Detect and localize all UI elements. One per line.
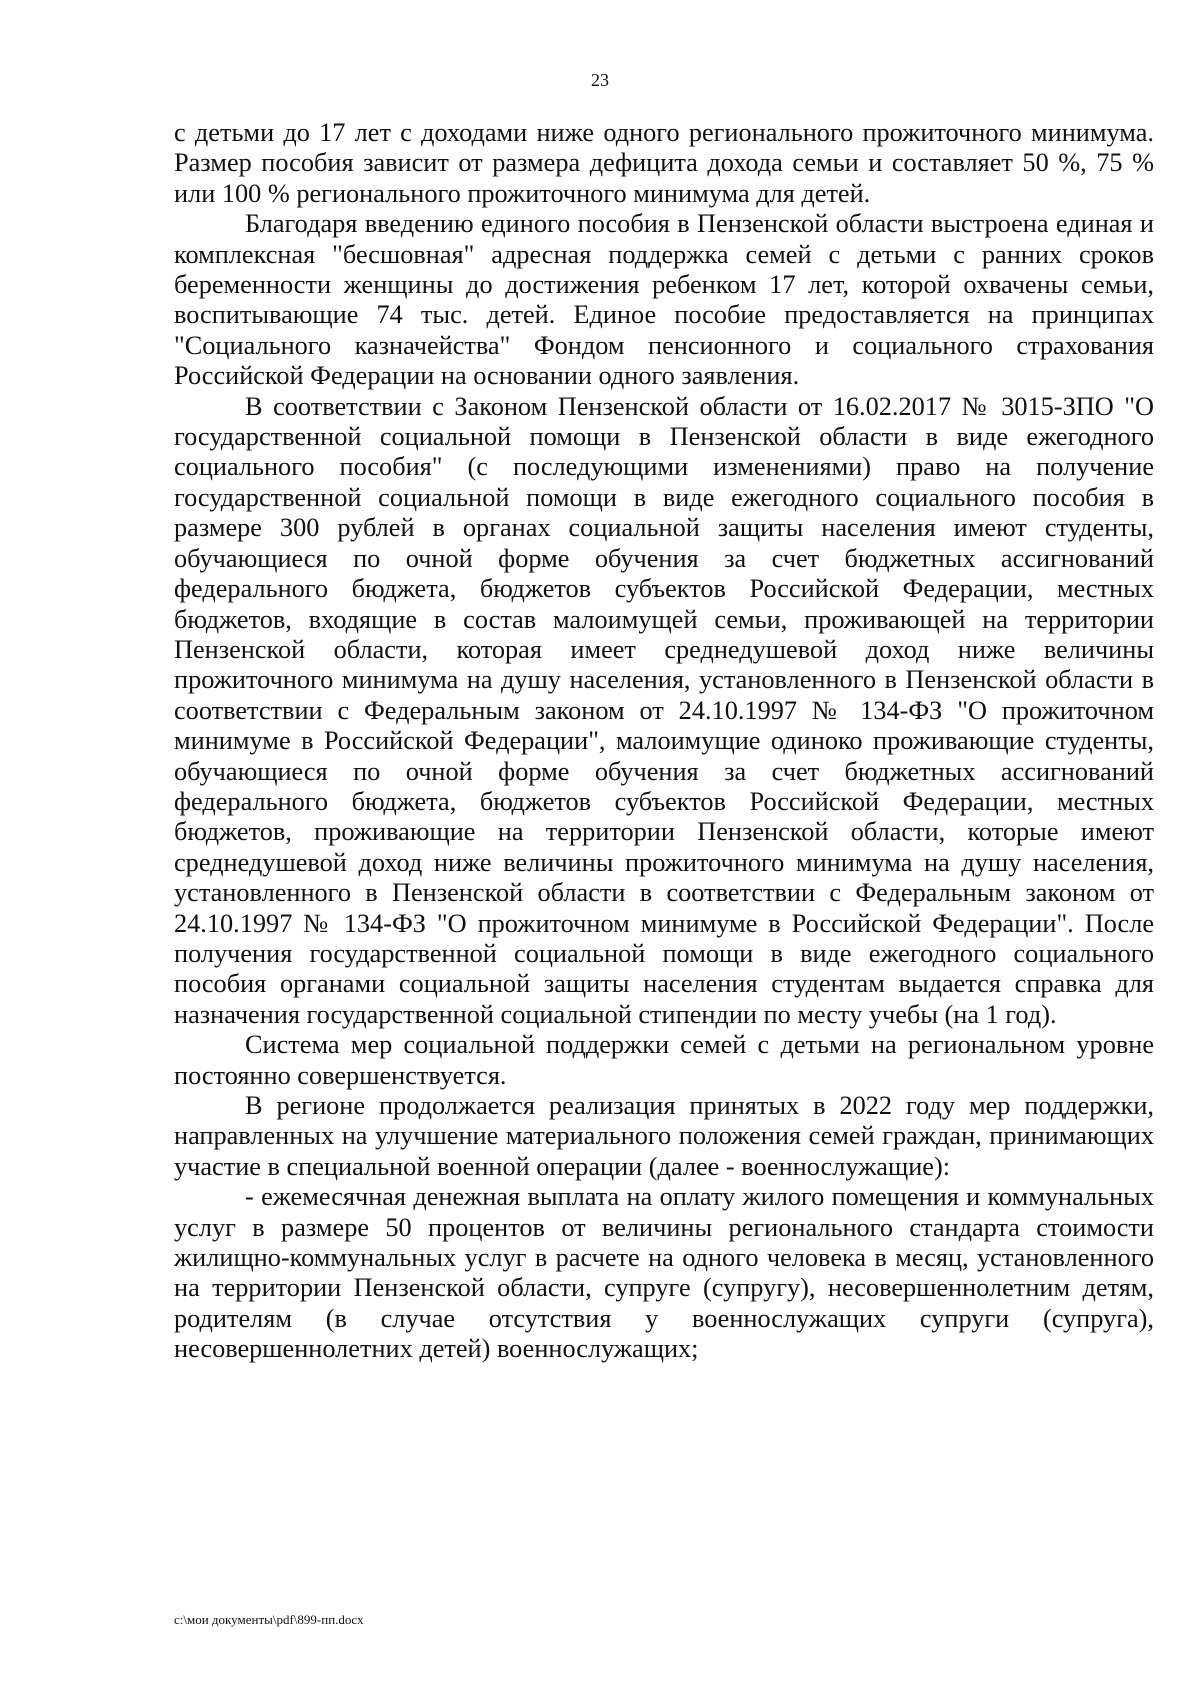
paragraph-military-families: В регионе продолжается реализация принятых в 2022 году мер поддержки, направленных на улучшение материального положения семей граждан, принимающих участие в специальной военной операции (далее - военнослужащие): bbox=[174, 1091, 1154, 1181]
footer-file-path: c:\мои документы\pdf\899-пп.docx bbox=[174, 1612, 364, 1627]
paragraph-continuation: с детьми до 17 лет с доходами ниже одного регионального прожиточного минимума. Размер пособия зависит от размера дефицита дохода семьи и составляет 50 %, 75 % или 100 % регионального прожиточного минимума для детей. bbox=[174, 118, 1154, 208]
paragraph-support-system: Система мер социальной поддержки семей с детьми на региональном уровне постоянно совершенствуется. bbox=[174, 1030, 1154, 1090]
document-body bbox=[174, 118, 1154, 1365]
list-item-housing-payment: - ежемесячная денежная выплата на оплату жилого помещения и коммунальных услуг в размере 50 процентов от величины регионального стандарта стоимости жилищно-коммунальных услуг в расчете на одного человека в месяц, установленного на территории Пензенской области, супруге (супругу), несовершеннолетним детям, родителям (в случае отсутствия у военнослужащих супруги (супруга), несовершеннолетних детей) военнослужащих; bbox=[174, 1182, 1154, 1364]
paragraph-student-social-aid: В соответствии с Законом Пензенской области от 16.02.2017 № 3015-ЗПО "О государственной социальной помощи в Пензенской области в виде ежегодного социального пособия" (с последующими изменениями) право на получение государственной социальной помощи в виде ежегодного социального пособия в размере 300 рублей в органах социальной защиты населения имеют студенты, обучающиеся по очной форме обучения за счет бюджетных ассигнований федерального бюджета, бюджетов субъектов Российской Федерации, местных бюджетов, входящие в состав малоимущей семьи, проживающей на территории Пензенской области, которая имеет среднедушевой доход ниже величины прожиточного минимума на душу населения, установленного в Пензенской области в соответствии с Федеральным законом от 24.10.1997 № 134-ФЗ "О прожиточном минимуме в Российской Федерации", малоимущие одиноко проживающие студенты, обучающиеся по очной форме обучения за счет бюджетных ассигнований федерального бюджета, бюджетов субъектов Российской Федерации, местных бюджетов, проживающие на территории Пензенской области, которые имеют среднедушевой доход ниже величины прожиточного минимума на душу населения, установленного в Пензенской области в соответствии с Федеральным законом от 24.10.1997 № 134-ФЗ "О прожиточном минимуме в Российской Федерации". После получения государственной социальной помощи в виде ежегодного социального пособия органами социальной защиты населения студентам выдается справка для назначения государственной социальной стипендии по месту учебы (на 1 год). bbox=[174, 391, 1154, 1029]
page-number: 23 bbox=[591, 70, 609, 90]
paragraph-unified-allowance: Благодаря введению единого пособия в Пензенской области выстроена единая и комплексная "бесшовная" адресная поддержка семей с детьми с ранних сроков беременности женщины до достижения ребенком 17 лет, которой охвачены семьи, воспитывающие 74 тыс. детей. Единое пособие предоставляется на принципах "Социального казначейства" Фондом пенсионного и социального страхования Российской Федерации на основании одного заявления. bbox=[174, 209, 1154, 391]
